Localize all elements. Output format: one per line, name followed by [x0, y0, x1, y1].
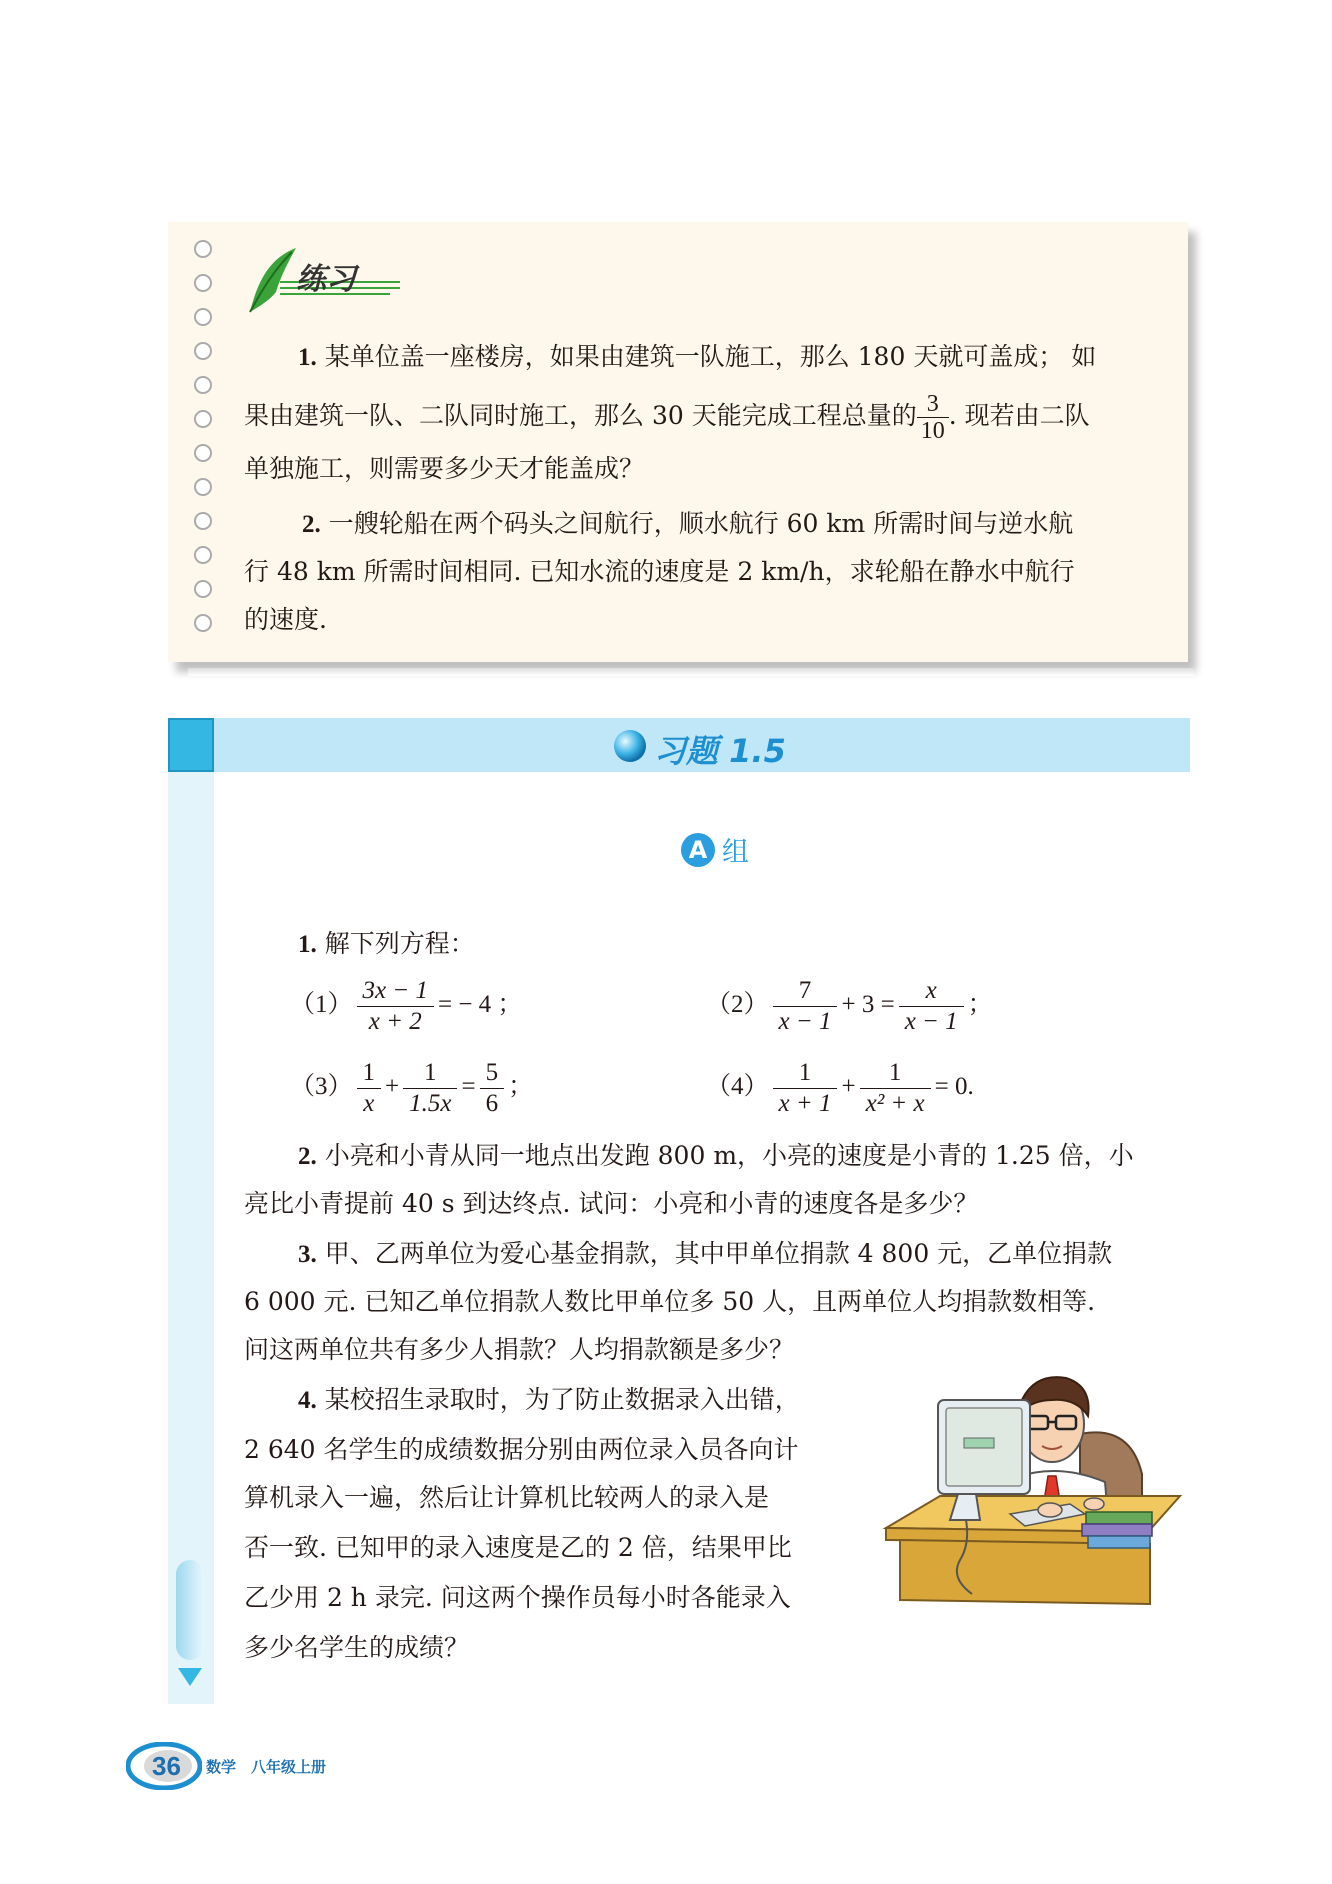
- equation-4: （4） $\frac{1}{x + 1}$ + $\frac{1}{\text{x² + x}}$ = 0.: [706, 1059, 974, 1117]
- binder-ring: [194, 614, 212, 632]
- fraction: [917, 391, 949, 444]
- fraction-denominator: 1.5x: [409, 1090, 452, 1117]
- question-text: 某单位盖一座楼房，如果由建筑一队施工，那么 180 天就可盖成； 如: [324, 342, 1097, 371]
- exercise-q4-line2: 2 640 名学生的成绩数据分别由两位录入员各向计: [244, 1435, 799, 1464]
- section-marker: [168, 718, 214, 772]
- exercise-q3-line2: 6 000 元. 已知乙单位捐款人数比甲单位多 50 人，且两单位人均捐款数相等.: [244, 1287, 1096, 1316]
- fraction-numerator: x: [899, 976, 964, 1007]
- question-text: 解下列方程：: [324, 929, 475, 958]
- fraction-numerator: 5: [480, 1058, 505, 1089]
- binder-ring: [194, 478, 212, 496]
- binder-ring: [194, 546, 212, 564]
- fraction-denominator: 10: [920, 418, 945, 444]
- globe-icon: [612, 728, 648, 764]
- fraction-numerator: 3: [917, 391, 949, 418]
- fraction: [357, 1058, 382, 1119]
- question-text: . 现若由二队: [948, 401, 1090, 430]
- fraction-numerator: 1: [357, 1058, 382, 1089]
- question-number: 2.: [298, 1143, 317, 1170]
- fraction: [899, 976, 964, 1037]
- fraction-denominator: 6: [485, 1090, 499, 1117]
- binder-ring: [194, 376, 212, 394]
- fraction: [860, 1058, 931, 1119]
- page-number: 36: [152, 1751, 181, 1781]
- exercise-q3-line1: [298, 1230, 1112, 1279]
- fraction-numerator: 1: [860, 1058, 931, 1089]
- fraction: [403, 1058, 457, 1119]
- practice-q1-line3: 单独施工，则需要多少天才能盖成？: [244, 454, 645, 483]
- group-badge: A: [681, 833, 715, 867]
- binder-ring: [194, 444, 212, 462]
- binder-ring: [194, 512, 212, 530]
- question-number: 1.: [298, 344, 317, 371]
- fraction-denominator: x − 1: [778, 1008, 832, 1035]
- fraction: [480, 1058, 505, 1119]
- fraction-denominator: x² + x: [865, 1090, 925, 1117]
- question-text: 果由建筑一队、二队同时施工，那么 30 天能完成工程总量的: [244, 401, 917, 430]
- student-computer-illustration: [880, 1364, 1190, 1614]
- practice-q2-line2: 行 48 km 所需时间相同. 已知水流的速度是 2 km/h，求轮船在静水中航行: [244, 557, 1075, 586]
- scroll-tab: [176, 1560, 204, 1660]
- fraction: [773, 976, 838, 1037]
- equation-rhs: = − 4 ；: [437, 991, 523, 1019]
- equation-label: （1）: [290, 991, 353, 1019]
- question-number: 2.: [302, 511, 321, 538]
- equation-3: （3） $\frac{1}{x}$ + $\frac{1}{1.5x}$ = $\frac{5}{6}$ ；: [290, 1059, 534, 1117]
- exercise-title: 习题 1.5: [654, 732, 786, 770]
- fraction-denominator: x − 1: [904, 1008, 958, 1035]
- fraction-numerator: 3x − 1: [357, 976, 434, 1007]
- equation-rhs: ；: [508, 1073, 534, 1101]
- equation-label: （2）: [706, 991, 769, 1019]
- fraction: [773, 1058, 838, 1119]
- question-number: 3.: [298, 1241, 317, 1268]
- binder-ring: [194, 342, 212, 360]
- practice-q2-line1: [302, 500, 1073, 549]
- equation-operator: + 3 =: [841, 991, 895, 1019]
- practice-q2-line3: 的速度.: [244, 605, 327, 634]
- question-text: 甲、乙两单位为爱心基金捐款，其中甲单位捐款 4 800 元，乙单位捐款: [324, 1239, 1113, 1268]
- binder-ring: [194, 274, 212, 292]
- fraction: [357, 976, 434, 1037]
- binder-ring: [194, 308, 212, 326]
- exercise-q4-line4: 否一致. 已知甲的录入速度是乙的 2 倍，结果甲比: [244, 1533, 792, 1562]
- binder-ring: [194, 410, 212, 428]
- exercise-q3-line3: 问这两单位共有多少人捐款？人均捐款额是多少？: [244, 1335, 795, 1364]
- fraction-numerator: 1: [773, 1058, 838, 1089]
- exercise-q4-line3: 算机录入一遍，然后让计算机比较两人的录入是: [244, 1483, 770, 1512]
- equation-1: [290, 976, 522, 1037]
- question-text: 小亮和小青从同一地点出发跑 800 m，小亮的速度是小青的 1.25 倍，小: [324, 1141, 1134, 1170]
- fraction-denominator: x + 2: [368, 1008, 422, 1035]
- exercise-q2-line2: 亮比小青提前 40 s 到达终点. 试问：小亮和小青的速度各是多少？: [244, 1189, 979, 1218]
- book-title: 数学 八年级上册: [206, 1758, 327, 1776]
- fraction-numerator: 7: [773, 976, 838, 1007]
- question-text: 某校招生录取时，为了防止数据录入出错，: [324, 1385, 800, 1414]
- question-number: 4.: [298, 1387, 317, 1414]
- practice-q1-line2: [244, 391, 1090, 444]
- question-text: 一艘轮船在两个码头之间航行，顺水航行 60 km 所需时间与逆水航: [328, 509, 1074, 538]
- equation-2: [706, 976, 993, 1037]
- exercise-q4-line5: 乙少用 2 h 录完. 问这两个操作员每小时各能录入: [244, 1583, 791, 1612]
- equation-rhs: = 0.: [934, 1073, 974, 1101]
- question-number: 1.: [298, 931, 317, 958]
- equation-label: （3）: [290, 1073, 353, 1101]
- practice-heading: 练习: [296, 262, 356, 297]
- exercise-q4-line1: [298, 1376, 800, 1425]
- equation-label: （4）: [706, 1073, 769, 1101]
- exercise-q4-line6: 多少名学生的成绩？: [244, 1633, 470, 1662]
- binder-ring: [194, 240, 212, 258]
- exercise-q1: [298, 920, 475, 969]
- equation-rhs: ；: [967, 991, 993, 1019]
- binder-ring: [194, 580, 212, 598]
- down-arrow-icon: [178, 1668, 202, 1686]
- practice-q1-line1: [298, 333, 1096, 382]
- exercise-q2-line1: [298, 1132, 1134, 1181]
- group-label: 组: [722, 837, 749, 868]
- fraction-numerator: 1: [403, 1058, 457, 1089]
- fraction-denominator: x: [363, 1090, 375, 1117]
- fraction-denominator: x + 1: [778, 1090, 832, 1117]
